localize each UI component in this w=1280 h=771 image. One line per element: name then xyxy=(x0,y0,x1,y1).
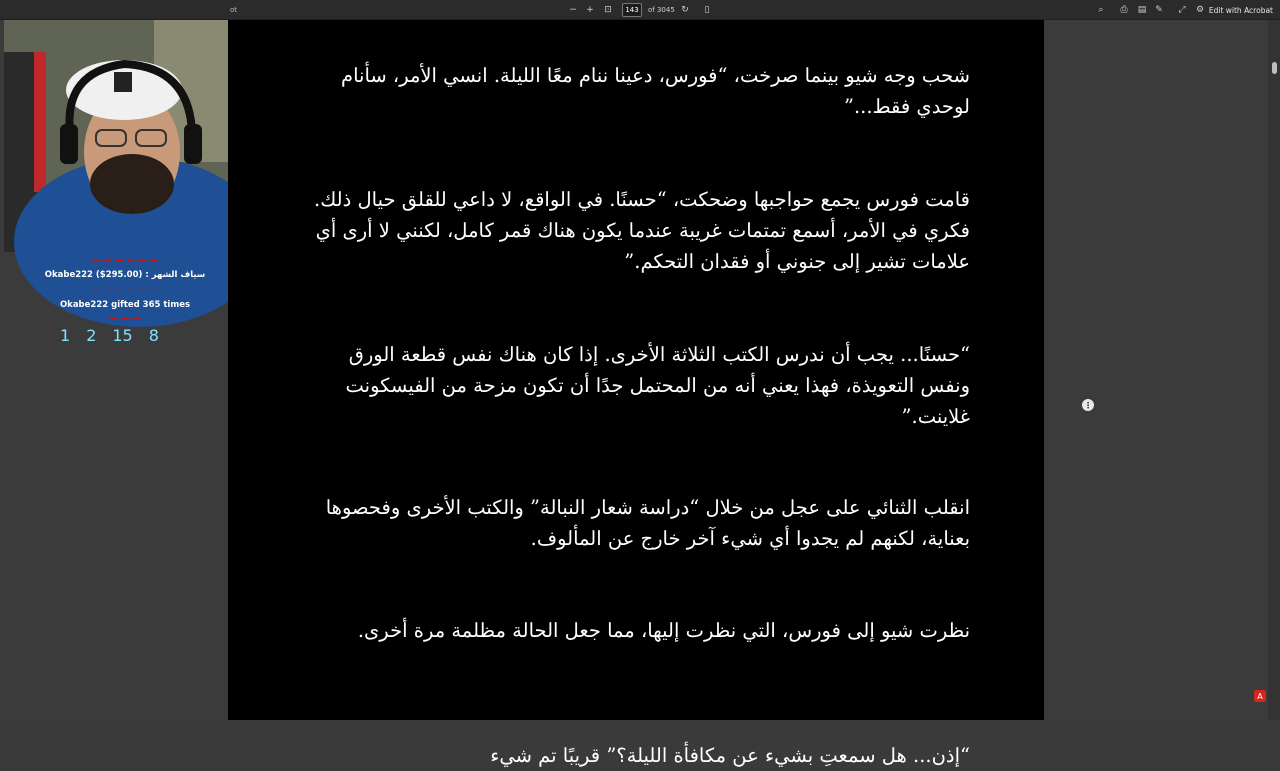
page-number-input[interactable]: 143 xyxy=(622,3,642,17)
counter-value: 15 xyxy=(112,326,133,345)
paragraph: قامت فورس يجمع حواجبها وضحكت، “حسنًا. في الواقع، لا داعي للقلق حيال ذلك. فكري في الأمر، أسمع تمتمات غريبة عندما يكون هناك قمر كامل، لكنني لا أرى أي علامات تشير إلى جنوني أو فقدان التحكم.” xyxy=(314,188,970,273)
counter-value: 2 xyxy=(86,326,97,345)
document-page xyxy=(228,20,1044,767)
search-icon[interactable]: ⌕ xyxy=(1098,5,1104,15)
fullscreen-icon[interactable]: ⤢ xyxy=(1178,5,1186,15)
zoom-out-icon[interactable]: − xyxy=(569,5,577,15)
webcam-feed xyxy=(4,12,246,252)
alert-line: — — — — — — xyxy=(92,285,158,295)
streamer-image xyxy=(4,12,246,252)
vertical-scrollbar[interactable] xyxy=(1268,20,1280,720)
edit-with-acrobat-button[interactable]: Edit with Acrobat xyxy=(1208,5,1273,15)
acrobat-logo-icon[interactable]: A xyxy=(1254,690,1266,702)
save-icon[interactable]: ▤ xyxy=(1137,5,1147,15)
alert-line: — — — — — — xyxy=(92,256,158,266)
alert-line: Okabe222 ($295.00) : سياف الشهر xyxy=(44,270,206,280)
counter-value: 1 xyxy=(60,326,71,345)
paragraph: “حسنًا... يجب أن ندرس الكتب الثلاثة الأخرى. إذا كان هناك نفس قطعة الورق ونفس التعويذة، فهذا يعني أنه من المحتمل جدًا أن تكون مزحة من الفيسكونت غلاينت.” xyxy=(345,343,970,428)
alert-line: — — — xyxy=(109,314,141,324)
zoom-in-icon[interactable]: + xyxy=(586,5,594,15)
paragraph: شحب وجه شيو بينما صرخت، “فورس، دعينا ننام معًا الليلة. انسي الأمر، سأنام لوحدي فقط...” xyxy=(341,64,970,118)
alert-line: Okabe222 gifted 365 times xyxy=(59,300,191,310)
more-options-icon[interactable]: ⋮ xyxy=(1084,400,1092,410)
draw-icon[interactable]: ✎ xyxy=(1155,5,1163,15)
page-total: of 3045 xyxy=(648,6,675,14)
viewer-toolbar xyxy=(0,0,1280,20)
paragraph: انقلب الثنائي على عجل من خلال “دراسة شعار النبالة” والكتب الأخرى وفحصوها بعناية، لكنهم لم يجدوا أي شيء آخر خارج عن المألوف. xyxy=(325,496,970,550)
page-view-icon[interactable]: ▯ xyxy=(704,5,710,15)
fit-page-icon[interactable]: ⊡ xyxy=(604,5,612,15)
paragraph: “إذن... هل سمعتِ بشيء عن مكافأة الليلة؟” قريبًا تم شيء xyxy=(490,744,970,767)
settings-icon[interactable]: ⚙ xyxy=(1195,5,1205,15)
goal-counters xyxy=(60,326,180,345)
print-icon[interactable]: ⎙ xyxy=(1120,5,1128,15)
counter-value: 8 xyxy=(148,326,159,345)
paragraph: نظرت شيو إلى فورس، التي نظرت إليها، مما جعل الحالة مظلمة مرة أخرى. xyxy=(357,619,970,642)
file-name: ot xyxy=(230,6,238,14)
scrollbar-thumb[interactable] xyxy=(1272,62,1277,74)
rotate-icon[interactable]: ↻ xyxy=(681,5,689,15)
stream-overlay xyxy=(0,0,250,360)
